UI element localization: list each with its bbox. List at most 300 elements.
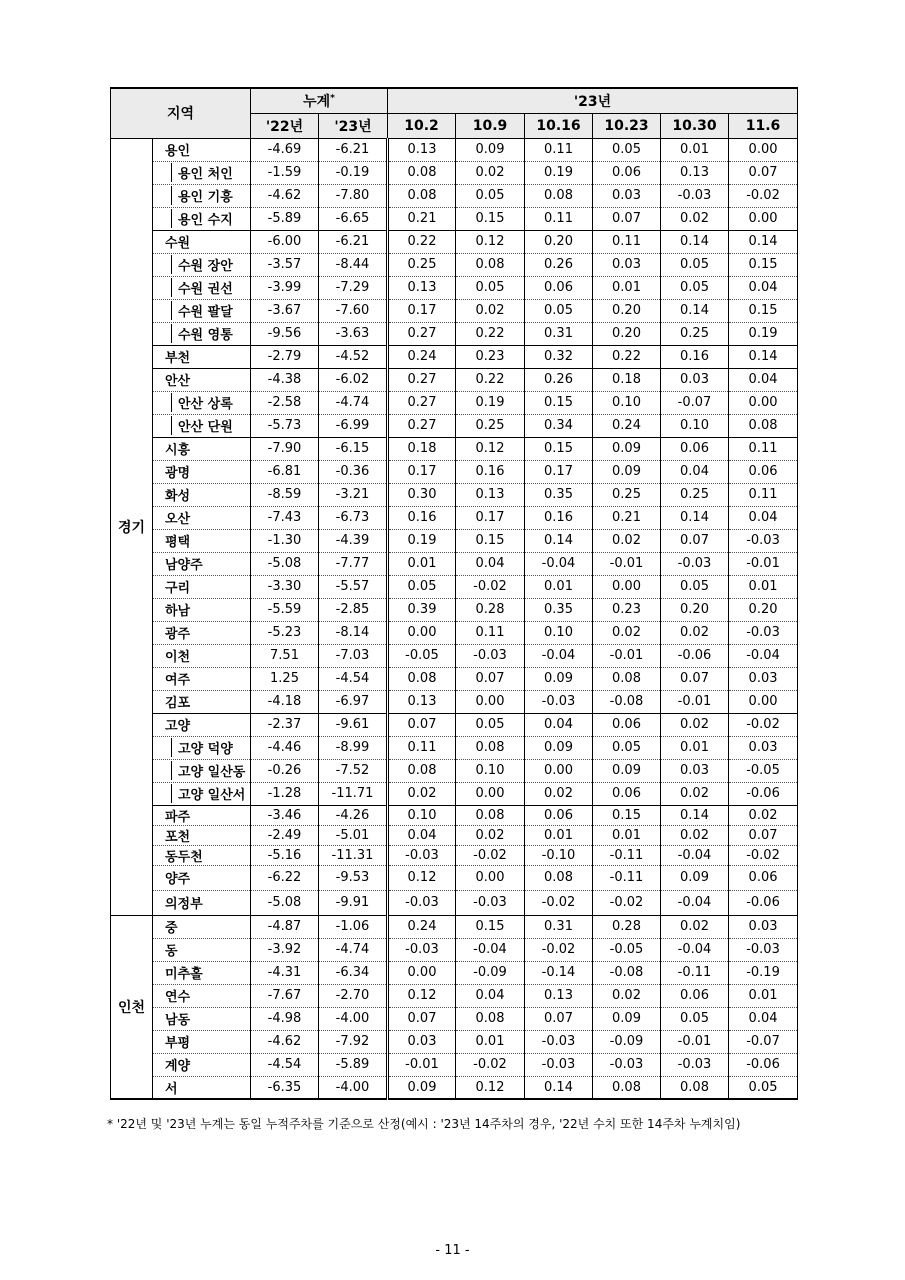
cumulative-22-cell: -5.89 [251, 207, 319, 230]
weekly-change-cell: 0.04 [388, 825, 456, 845]
weekly-change-cell: 0.24 [388, 345, 456, 368]
weekly-change-cell: -0.03 [456, 644, 525, 667]
region-name: 평택 [153, 529, 251, 552]
table-row [111, 759, 798, 782]
cumulative-22-cell: -4.69 [251, 138, 319, 161]
cumulative-22-cell: -3.92 [251, 938, 319, 961]
province-cell: 경기 [111, 138, 153, 915]
cumulative-22-cell: -5.59 [251, 598, 319, 621]
weekly-change-cell: 0.11 [593, 230, 661, 253]
weekly-change-cell: 0.14 [661, 805, 729, 825]
weekly-change-cell: 0.14 [729, 230, 798, 253]
weekly-change-cell: 0.06 [525, 805, 593, 825]
sub-region-label: 용인 처인 [171, 163, 233, 182]
cumulative-22-cell: -7.67 [251, 984, 319, 1007]
table-row [111, 690, 798, 713]
weekly-change-cell: 0.20 [593, 322, 661, 345]
cumulative-22-cell: -7.90 [251, 437, 319, 460]
cumulative-23-cell: -6.99 [319, 414, 388, 437]
region-name: 중 [153, 915, 251, 938]
weekly-change-cell: 0.06 [661, 437, 729, 460]
region-name: 수원 [153, 230, 251, 253]
weekly-change-cell: 0.04 [661, 460, 729, 483]
weekly-change-cell: 0.15 [593, 805, 661, 825]
cumulative-22-cell: -4.87 [251, 915, 319, 938]
weekly-change-cell: 0.19 [729, 322, 798, 345]
weekly-change-cell: -0.03 [525, 1053, 593, 1076]
sub-region-label: 수원 장안 [171, 255, 233, 274]
cumulative-23-cell: -5.01 [319, 825, 388, 845]
weekly-change-cell: 0.05 [661, 1007, 729, 1030]
cumulative-22-cell: -4.38 [251, 368, 319, 391]
week-header: 10.9 [456, 113, 525, 138]
weekly-change-cell: 0.01 [729, 575, 798, 598]
col-23-header: '23년 [319, 113, 388, 138]
weekly-change-cell: 0.35 [525, 483, 593, 506]
weekly-change-cell: -0.04 [525, 644, 593, 667]
weekly-change-cell: 0.31 [525, 322, 593, 345]
cumulative-23-cell: -7.80 [319, 184, 388, 207]
table-row [111, 437, 798, 460]
cumulative-23-cell: -11.71 [319, 782, 388, 805]
weekly-change-cell: -0.03 [593, 1053, 661, 1076]
cumulative-22-cell: -5.08 [251, 890, 319, 915]
cumulative-23-cell: -5.57 [319, 575, 388, 598]
table-row [111, 782, 798, 805]
cumulative-23-cell: -4.54 [319, 667, 388, 690]
weekly-change-cell: 0.01 [525, 825, 593, 845]
cumulative-23-cell: -7.52 [319, 759, 388, 782]
region-name: 서 [153, 1076, 251, 1099]
weekly-change-cell: 0.08 [388, 184, 456, 207]
cumulative-23-cell: -6.02 [319, 368, 388, 391]
weekly-change-cell: 0.00 [729, 207, 798, 230]
weekly-change-cell: 0.00 [388, 961, 456, 984]
weekly-change-cell: 0.06 [593, 713, 661, 736]
weekly-change-cell: -0.02 [456, 575, 525, 598]
table-row [111, 621, 798, 644]
weekly-change-cell: -0.03 [661, 184, 729, 207]
weekly-change-cell: 0.00 [456, 782, 525, 805]
weekly-change-cell: 0.15 [729, 299, 798, 322]
cumulative-23-cell: -6.21 [319, 138, 388, 161]
weekly-change-cell: 0.27 [388, 391, 456, 414]
weekly-change-cell: 0.00 [388, 621, 456, 644]
table-row [111, 575, 798, 598]
region-name: 화성 [153, 483, 251, 506]
cumulative-22-cell: -6.81 [251, 460, 319, 483]
weekly-change-cell: 0.02 [388, 782, 456, 805]
weekly-change-cell: 0.07 [729, 161, 798, 184]
weekly-change-cell: -0.03 [729, 938, 798, 961]
weekly-change-cell: 0.06 [593, 161, 661, 184]
weekly-change-cell: 0.02 [661, 621, 729, 644]
sub-region-name [153, 299, 251, 322]
cumulative-22-cell: -2.79 [251, 345, 319, 368]
cumulative-22-cell: -2.49 [251, 825, 319, 845]
cumulative-23-cell: -5.89 [319, 1053, 388, 1076]
cumulative-23-cell: -8.99 [319, 736, 388, 759]
sub-region-label: 수원 팔달 [171, 301, 233, 320]
weekly-change-cell: 0.22 [456, 368, 525, 391]
region-name: 광명 [153, 460, 251, 483]
weekly-change-cell: -0.05 [388, 644, 456, 667]
weekly-change-cell: -0.04 [729, 644, 798, 667]
table-row [111, 529, 798, 552]
cumulative-22-cell: -6.22 [251, 865, 319, 890]
weekly-change-cell: -0.06 [729, 890, 798, 915]
cumulative-22-cell: -4.54 [251, 1053, 319, 1076]
weekly-change-cell: -0.08 [593, 690, 661, 713]
weekly-change-cell: 0.20 [661, 598, 729, 621]
weekly-change-cell: 0.09 [388, 1076, 456, 1099]
weekly-change-cell: 0.12 [388, 984, 456, 1007]
cumulative-23-cell: -6.97 [319, 690, 388, 713]
weekly-change-cell: 0.08 [388, 759, 456, 782]
region-name: 시흥 [153, 437, 251, 460]
weekly-change-cell: 0.18 [388, 437, 456, 460]
cumulative-header: 누계* [251, 88, 388, 113]
cumulative-23-cell: -4.52 [319, 345, 388, 368]
sub-region-label: 안산 상록 [171, 393, 233, 412]
weekly-change-cell: -0.01 [661, 1030, 729, 1053]
cumulative-22-cell: 7.51 [251, 644, 319, 667]
weekly-change-cell: 0.22 [593, 345, 661, 368]
weekly-change-cell: 0.02 [593, 984, 661, 1007]
cumulative-22-cell: -4.98 [251, 1007, 319, 1030]
sub-region-label: 용인 수지 [171, 209, 233, 228]
weekly-change-cell: 0.07 [388, 1007, 456, 1030]
weekly-change-cell: 0.00 [456, 690, 525, 713]
weekly-change-cell: -0.01 [388, 1053, 456, 1076]
weekly-change-cell: 0.06 [593, 782, 661, 805]
region-name: 여주 [153, 667, 251, 690]
weekly-change-cell: 0.30 [388, 483, 456, 506]
weekly-change-cell: 0.15 [456, 915, 525, 938]
weekly-change-cell: 0.02 [456, 299, 525, 322]
weekly-change-cell: 0.25 [593, 483, 661, 506]
weekly-change-cell: 0.23 [456, 345, 525, 368]
weekly-change-cell: 0.05 [661, 575, 729, 598]
cumulative-22-cell: -6.35 [251, 1076, 319, 1099]
weekly-change-cell: 0.00 [593, 575, 661, 598]
cumulative-22-cell: -2.37 [251, 713, 319, 736]
cumulative-23-cell: -6.73 [319, 506, 388, 529]
weekly-change-cell: 0.08 [525, 865, 593, 890]
weekly-change-cell: 0.16 [661, 345, 729, 368]
cumulative-22-cell: -4.62 [251, 1030, 319, 1053]
cumulative-23-cell: -9.91 [319, 890, 388, 915]
table-row [111, 598, 798, 621]
weekly-change-cell: -0.03 [525, 690, 593, 713]
sub-region-name [153, 207, 251, 230]
weekly-change-cell: 0.22 [388, 230, 456, 253]
weekly-change-cell: 0.20 [525, 230, 593, 253]
cumulative-22-cell: -5.23 [251, 621, 319, 644]
weekly-change-cell: 0.00 [456, 865, 525, 890]
region-name: 하남 [153, 598, 251, 621]
cumulative-23-cell: -0.36 [319, 460, 388, 483]
weekly-change-cell: 0.04 [729, 1007, 798, 1030]
region-name: 파주 [153, 805, 251, 825]
weekly-change-cell: 0.02 [593, 621, 661, 644]
table-row [111, 736, 798, 759]
region-name: 고양 [153, 713, 251, 736]
weekly-change-cell: -0.10 [525, 845, 593, 865]
cumulative-23-cell: -4.74 [319, 391, 388, 414]
cumulative-23-cell: -9.53 [319, 865, 388, 890]
weekly-change-cell: 0.02 [661, 713, 729, 736]
weekly-change-cell: 0.21 [388, 207, 456, 230]
cumulative-23-cell: -9.61 [319, 713, 388, 736]
cumulative-23-cell: -7.60 [319, 299, 388, 322]
weekly-change-cell: 0.23 [593, 598, 661, 621]
week-header: 10.23 [593, 113, 661, 138]
table-row [111, 845, 798, 865]
weekly-change-cell: -0.02 [525, 890, 593, 915]
weekly-change-cell: 0.01 [388, 552, 456, 575]
sub-region-label: 고양 덕양 [171, 738, 233, 757]
cumulative-23-cell: -6.15 [319, 437, 388, 460]
cumulative-23-cell: -0.19 [319, 161, 388, 184]
weekly-change-cell: 0.39 [388, 598, 456, 621]
table-row [111, 391, 798, 414]
weekly-change-cell: 0.07 [593, 207, 661, 230]
weekly-change-cell: -0.02 [525, 938, 593, 961]
region-name: 부평 [153, 1030, 251, 1053]
weekly-change-cell: -0.06 [729, 782, 798, 805]
weekly-change-cell: 0.13 [388, 690, 456, 713]
weekly-change-cell: 0.20 [593, 299, 661, 322]
weekly-change-cell: 0.13 [525, 984, 593, 1007]
weekly-change-cell: 0.05 [593, 138, 661, 161]
weekly-change-cell: 0.11 [388, 736, 456, 759]
weekly-change-cell: 0.04 [729, 368, 798, 391]
weekly-change-cell: 0.12 [388, 865, 456, 890]
table-row [111, 1053, 798, 1076]
weekly-change-cell: 0.02 [593, 529, 661, 552]
weekly-change-cell: -0.05 [729, 759, 798, 782]
weekly-change-cell: 0.02 [456, 161, 525, 184]
weekly-change-cell: 0.12 [456, 1076, 525, 1099]
weekly-change-cell: 0.27 [388, 414, 456, 437]
table-row [111, 713, 798, 736]
weekly-change-cell: 0.04 [525, 713, 593, 736]
footnote: * '22년 및 '23년 누계는 동일 누적주차를 기준으로 산정(예시 : '23년 14주차의 경우, '22년 수치 또한 14주차 누계치임) [107, 1117, 741, 1131]
weekly-change-cell: 0.04 [456, 984, 525, 1007]
table-row [111, 253, 798, 276]
weekly-change-cell: 0.01 [729, 984, 798, 1007]
weekly-change-cell: 0.26 [525, 253, 593, 276]
weekly-change-cell: 0.06 [729, 460, 798, 483]
week-header: 11.6 [729, 113, 798, 138]
region-name: 광주 [153, 621, 251, 644]
cumulative-23-cell: -3.63 [319, 322, 388, 345]
weekly-change-cell: 0.25 [456, 414, 525, 437]
weekly-change-cell: 0.03 [729, 915, 798, 938]
sub-region-name [153, 736, 251, 759]
weekly-change-cell: 0.07 [661, 529, 729, 552]
weekly-change-cell: 0.25 [388, 253, 456, 276]
cumulative-23-cell: -7.92 [319, 1030, 388, 1053]
sub-region-name [153, 253, 251, 276]
weekly-change-cell: 0.16 [525, 506, 593, 529]
weekly-change-cell: -0.06 [729, 1053, 798, 1076]
table-row [111, 984, 798, 1007]
weekly-change-cell: 0.17 [525, 460, 593, 483]
cumulative-22-cell: -0.26 [251, 759, 319, 782]
sub-region-name [153, 322, 251, 345]
weekly-change-cell: 0.05 [456, 276, 525, 299]
weekly-change-cell: 0.20 [729, 598, 798, 621]
sub-region-name [153, 161, 251, 184]
weekly-change-cell: 0.03 [661, 368, 729, 391]
table-row [111, 667, 798, 690]
weekly-change-cell: 0.08 [593, 667, 661, 690]
sub-region-label: 고양 일산동 [171, 761, 245, 780]
weekly-change-cell: 0.03 [593, 253, 661, 276]
weekly-change-cell: 0.03 [593, 184, 661, 207]
weekly-change-cell: 0.08 [661, 1076, 729, 1099]
cumulative-22-cell: -3.30 [251, 575, 319, 598]
weekly-change-cell: 0.06 [525, 276, 593, 299]
cumulative-22-cell: -2.58 [251, 391, 319, 414]
weekly-change-cell: 0.12 [456, 230, 525, 253]
cumulative-23-cell: -4.39 [319, 529, 388, 552]
table-row [111, 961, 798, 984]
weekly-change-cell: -0.11 [593, 845, 661, 865]
weekly-change-cell: 0.08 [388, 161, 456, 184]
weekly-change-cell: -0.01 [729, 552, 798, 575]
weekly-change-cell: -0.03 [456, 890, 525, 915]
weekly-change-cell: 0.03 [661, 759, 729, 782]
weekly-change-cell: -0.05 [593, 938, 661, 961]
cumulative-23-cell: -3.21 [319, 483, 388, 506]
weekly-change-cell: 0.10 [661, 414, 729, 437]
weekly-change-cell: -0.03 [388, 890, 456, 915]
sub-region-name [153, 782, 251, 805]
sub-region-name [153, 414, 251, 437]
weekly-change-cell: 0.09 [593, 1007, 661, 1030]
cumulative-23-cell: -1.06 [319, 915, 388, 938]
weekly-change-cell: 0.16 [388, 506, 456, 529]
region-name: 김포 [153, 690, 251, 713]
weekly-change-cell: 0.08 [456, 736, 525, 759]
week-header: 10.30 [661, 113, 729, 138]
weekly-change-cell: 0.03 [388, 1030, 456, 1053]
weekly-change-cell: 0.21 [593, 506, 661, 529]
cumulative-23-cell: -11.31 [319, 845, 388, 865]
weekly-change-cell: 0.15 [525, 437, 593, 460]
cumulative-23-cell: -6.21 [319, 230, 388, 253]
cumulative-22-cell: -5.16 [251, 845, 319, 865]
weekly-change-cell: 0.01 [661, 138, 729, 161]
weekly-change-cell: 0.24 [593, 414, 661, 437]
sub-region-name [153, 759, 251, 782]
weekly-change-cell: 0.17 [388, 460, 456, 483]
cumulative-23-cell: -6.65 [319, 207, 388, 230]
weekly-change-cell: 0.00 [729, 391, 798, 414]
weekly-change-cell: -0.02 [456, 1053, 525, 1076]
weekly-change-cell: 0.04 [729, 276, 798, 299]
weekly-change-cell: 0.22 [456, 322, 525, 345]
weekly-change-cell: 0.05 [456, 713, 525, 736]
table-row [111, 276, 798, 299]
cumulative-23-cell: -4.26 [319, 805, 388, 825]
table-row [111, 1076, 798, 1099]
page-number: - 11 - [435, 1243, 470, 1258]
weekly-change-cell: 0.08 [456, 805, 525, 825]
cumulative-23-cell: -4.00 [319, 1076, 388, 1099]
table-row [111, 506, 798, 529]
table-row [111, 483, 798, 506]
weekly-change-cell: -0.14 [525, 961, 593, 984]
table-row [111, 299, 798, 322]
weekly-change-cell: 0.14 [661, 230, 729, 253]
weekly-change-cell: 0.09 [456, 138, 525, 161]
cumulative-23-cell: -7.29 [319, 276, 388, 299]
weekly-change-cell: -0.03 [388, 938, 456, 961]
region-name: 용인 [153, 138, 251, 161]
region-name: 오산 [153, 506, 251, 529]
table-row [111, 915, 798, 938]
region-name: 미추홀 [153, 961, 251, 984]
weekly-change-cell: 0.14 [729, 345, 798, 368]
table-row [111, 322, 798, 345]
weekly-change-cell: 0.18 [593, 368, 661, 391]
weekly-change-cell: 0.11 [525, 207, 593, 230]
region-header: 지역 [111, 88, 251, 138]
sub-region-label: 용인 기흥 [171, 186, 233, 205]
cumulative-22-cell: -7.43 [251, 506, 319, 529]
weekly-change-cell: -0.19 [729, 961, 798, 984]
weekly-change-cell: -0.04 [661, 890, 729, 915]
sub-region-name [153, 391, 251, 414]
weekly-change-cell: 0.14 [661, 299, 729, 322]
weekly-change-cell: 0.16 [456, 460, 525, 483]
week-header: 10.2 [388, 113, 456, 138]
region-name: 안산 [153, 368, 251, 391]
weekly-change-cell: 0.02 [525, 782, 593, 805]
weekly-change-cell: 0.01 [593, 825, 661, 845]
weekly-change-cell: 0.07 [525, 1007, 593, 1030]
region-name: 남양주 [153, 552, 251, 575]
sub-region-label: 수원 영통 [171, 324, 233, 343]
weekly-change-cell: 0.15 [456, 529, 525, 552]
weekly-change-cell: 0.09 [593, 437, 661, 460]
weekly-change-cell: 0.08 [525, 184, 593, 207]
weekly-change-cell: 0.02 [661, 825, 729, 845]
table-row [111, 368, 798, 391]
weekly-change-cell: -0.02 [729, 713, 798, 736]
table-row [111, 825, 798, 845]
weekly-change-cell: 0.10 [456, 759, 525, 782]
weekly-change-cell: -0.03 [388, 845, 456, 865]
cumulative-22-cell: -8.59 [251, 483, 319, 506]
cumulative-22-cell: -5.73 [251, 414, 319, 437]
cumulative-22-cell: -3.46 [251, 805, 319, 825]
weekly-change-cell: 0.03 [729, 736, 798, 759]
week-header: 10.16 [525, 113, 593, 138]
weekly-change-cell: 0.13 [456, 483, 525, 506]
weekly-change-cell: 0.14 [525, 529, 593, 552]
weekly-change-cell: -0.07 [729, 1030, 798, 1053]
table-row [111, 552, 798, 575]
weekly-change-cell: -0.03 [661, 552, 729, 575]
cumulative-23-cell: -4.74 [319, 938, 388, 961]
table-row [111, 414, 798, 437]
weekly-change-cell: -0.02 [593, 890, 661, 915]
